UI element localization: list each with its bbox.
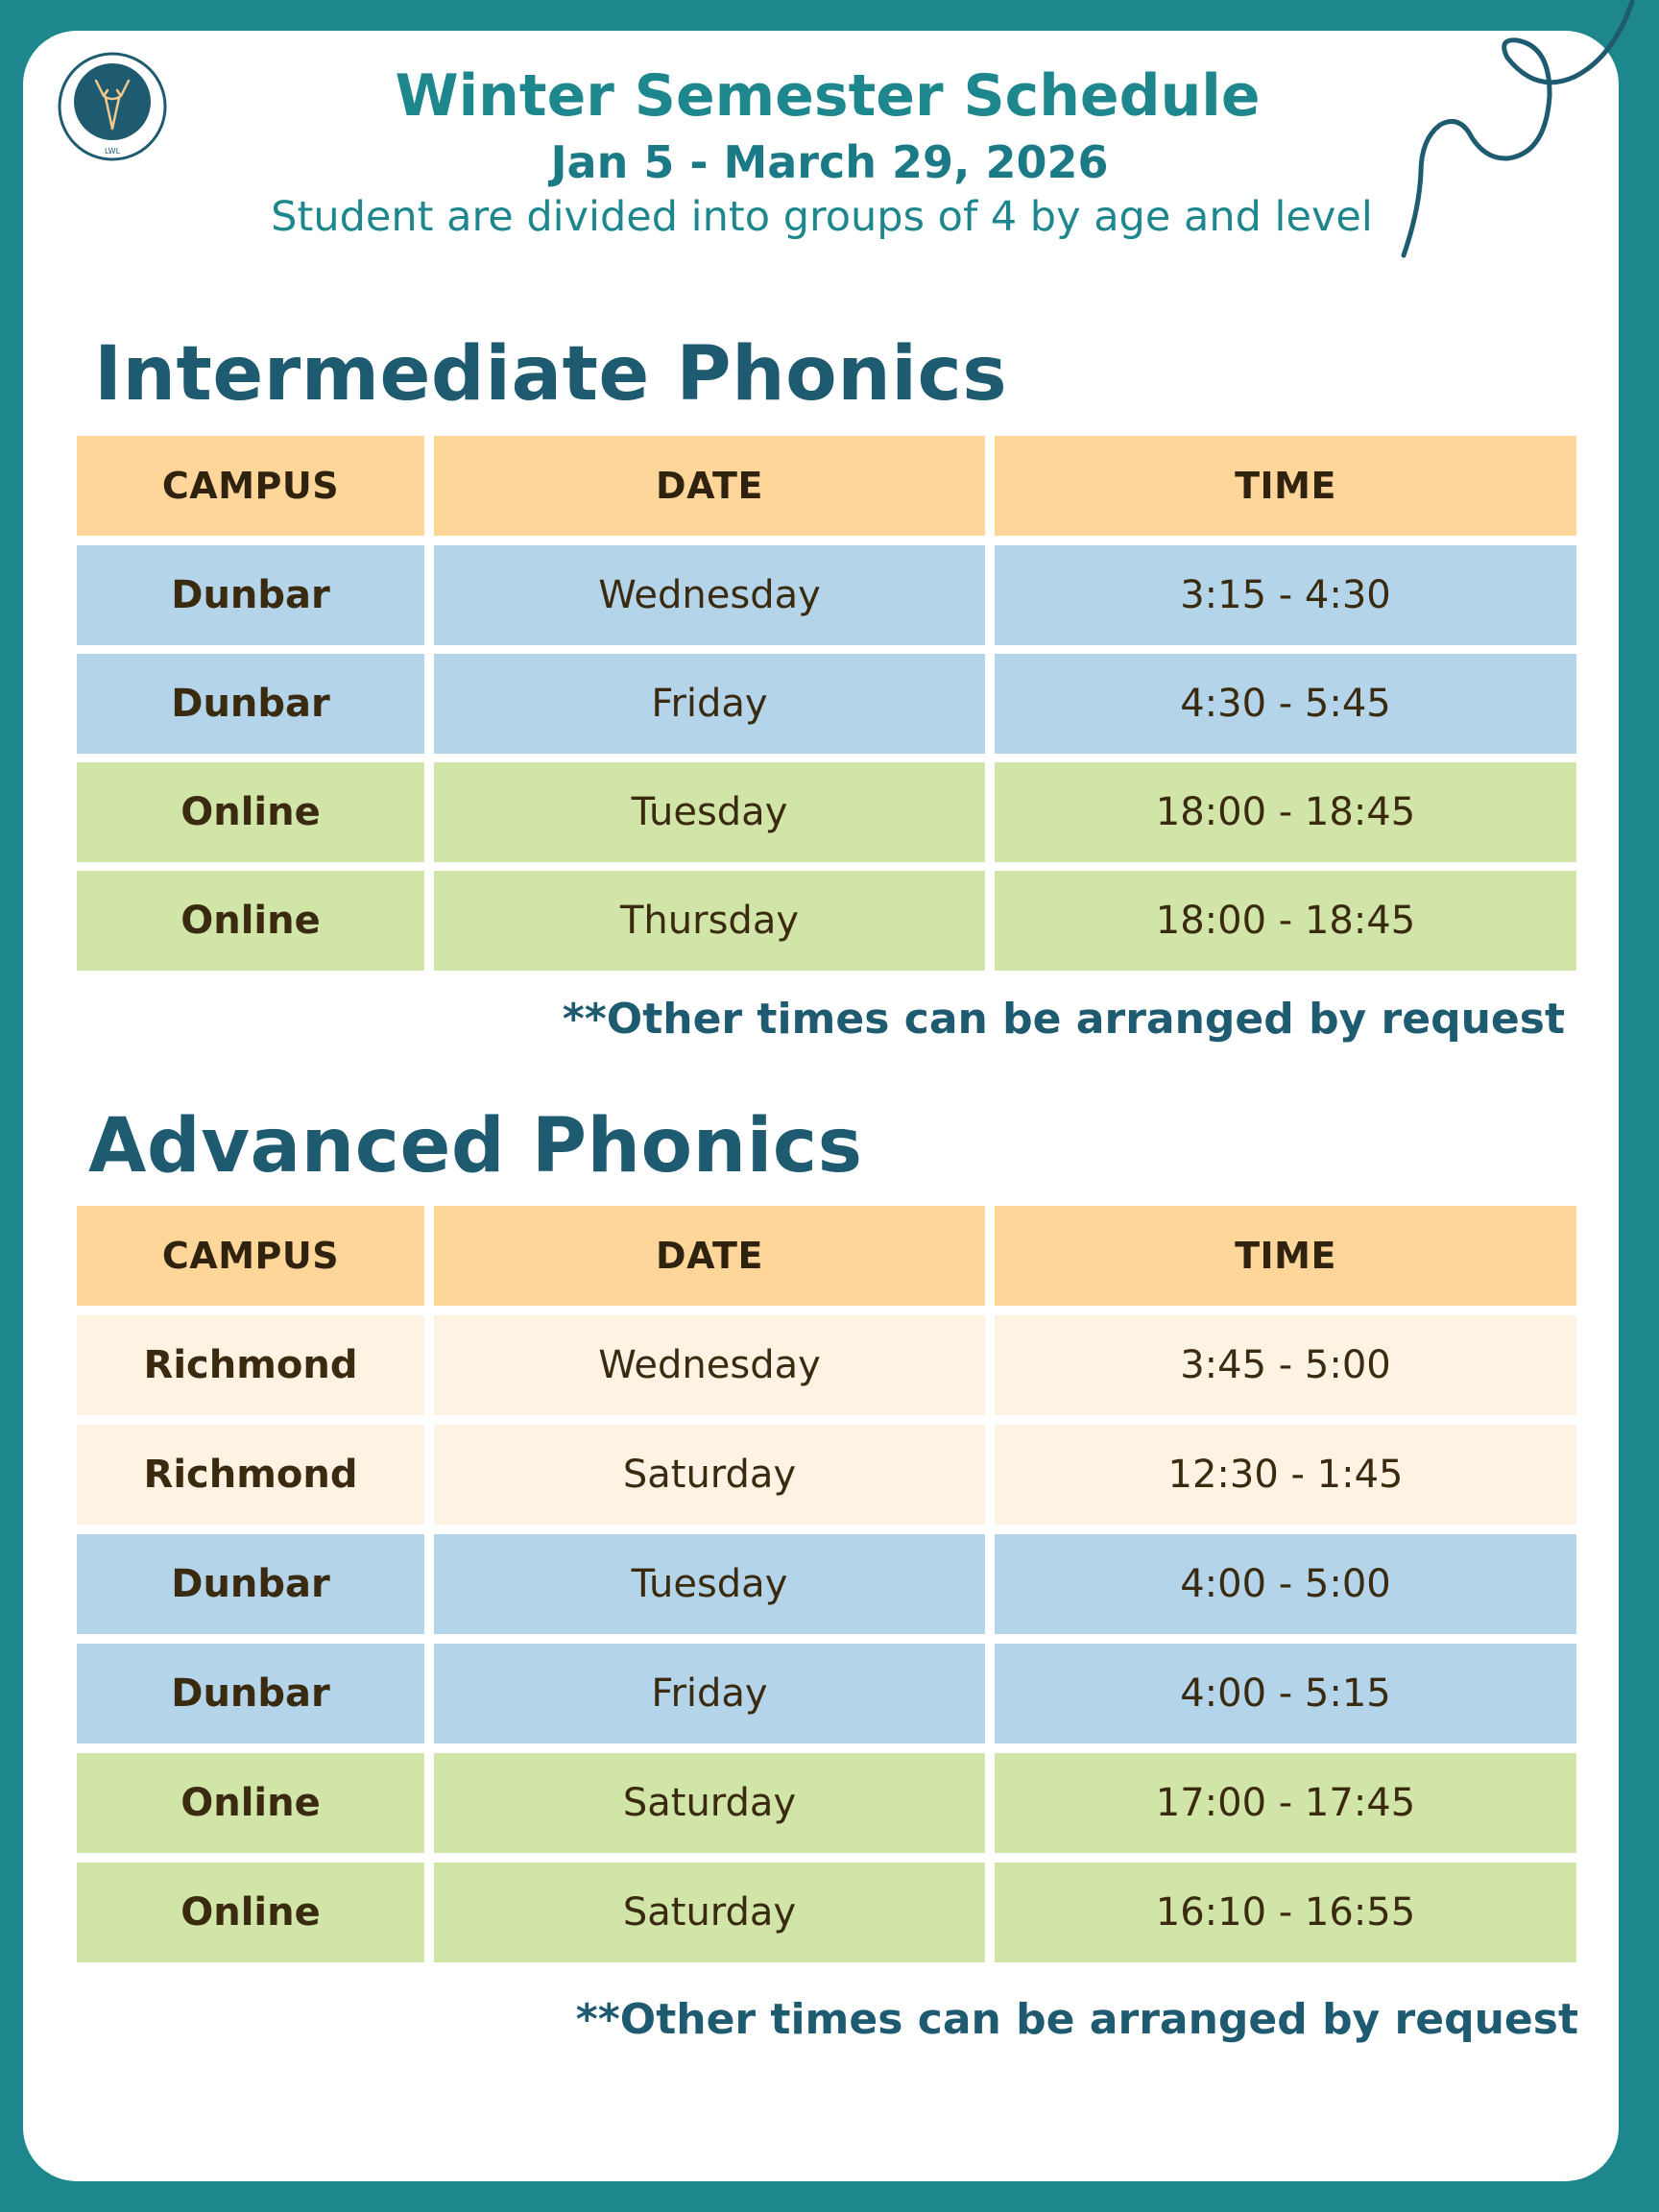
date-cell: Friday [434, 1644, 985, 1743]
intermediate-phonics-title: Intermediate Phonics [94, 331, 1008, 418]
date-cell: Thursday [434, 871, 985, 971]
date-cell: Saturday [434, 1863, 985, 1962]
column-header-campus: CAMPUS [77, 1206, 424, 1306]
campus-cell: Richmond [77, 1315, 424, 1415]
campus-cell: Online [77, 1753, 424, 1853]
table-row [77, 871, 1576, 971]
advanced-footnote: **Other times can be arranged by request [575, 1995, 1578, 2044]
campus-cell: Dunbar [77, 545, 424, 645]
time-cell: 4:00 - 5:00 [995, 1534, 1576, 1634]
time-cell: 18:00 - 18:45 [995, 762, 1576, 862]
time-cell: 16:10 - 16:55 [995, 1863, 1576, 1962]
date-cell: Wednesday [434, 1315, 985, 1415]
campus-cell: Online [77, 871, 424, 971]
column-header-time: TIME [995, 436, 1576, 536]
table-row [77, 1315, 1576, 1415]
table-row [77, 1753, 1576, 1853]
column-header-time: TIME [995, 1206, 1576, 1306]
column-header-campus: CAMPUS [77, 436, 424, 536]
date-cell: Saturday [434, 1753, 985, 1853]
table-row [77, 1863, 1576, 1962]
table-header-row [77, 436, 1576, 536]
time-cell: 4:30 - 5:45 [995, 654, 1576, 754]
page-title: Winter Semester Schedule [395, 62, 1261, 130]
date-cell: Tuesday [434, 1534, 985, 1634]
table-row [77, 654, 1576, 754]
time-cell: 18:00 - 18:45 [995, 871, 1576, 971]
table-row [77, 1534, 1576, 1634]
page-header [0, 58, 1659, 244]
logo-text: LWL [104, 147, 121, 156]
campus-cell: Online [77, 762, 424, 862]
campus-cell: Dunbar [77, 1644, 424, 1743]
table-row [77, 762, 1576, 862]
campus-cell: Dunbar [77, 1534, 424, 1634]
column-header-date: DATE [434, 1206, 985, 1306]
semester-dates: Jan 5 - March 29, 2026 [550, 136, 1109, 188]
table-row [77, 1644, 1576, 1743]
date-cell: Saturday [434, 1425, 985, 1525]
date-cell: Tuesday [434, 762, 985, 862]
campus-cell: Richmond [77, 1425, 424, 1525]
campus-cell: Online [77, 1863, 424, 1962]
table-row [77, 545, 1576, 645]
date-cell: Wednesday [434, 545, 985, 645]
advanced-phonics-title: Advanced Phonics [88, 1103, 863, 1190]
time-cell: 3:45 - 5:00 [995, 1315, 1576, 1415]
grouping-note: Student are divided into groups of 4 by age and level [271, 193, 1373, 241]
table-row [77, 1425, 1576, 1525]
time-cell: 4:00 - 5:15 [995, 1644, 1576, 1743]
time-cell: 12:30 - 1:45 [995, 1425, 1576, 1525]
intermediate-footnote: **Other times can be arranged by request [562, 995, 1565, 1044]
column-header-date: DATE [434, 436, 985, 536]
time-cell: 17:00 - 17:45 [995, 1753, 1576, 1853]
campus-cell: Dunbar [77, 654, 424, 754]
table-header-row [77, 1206, 1576, 1306]
time-cell: 3:15 - 4:30 [995, 545, 1576, 645]
date-cell: Friday [434, 654, 985, 754]
